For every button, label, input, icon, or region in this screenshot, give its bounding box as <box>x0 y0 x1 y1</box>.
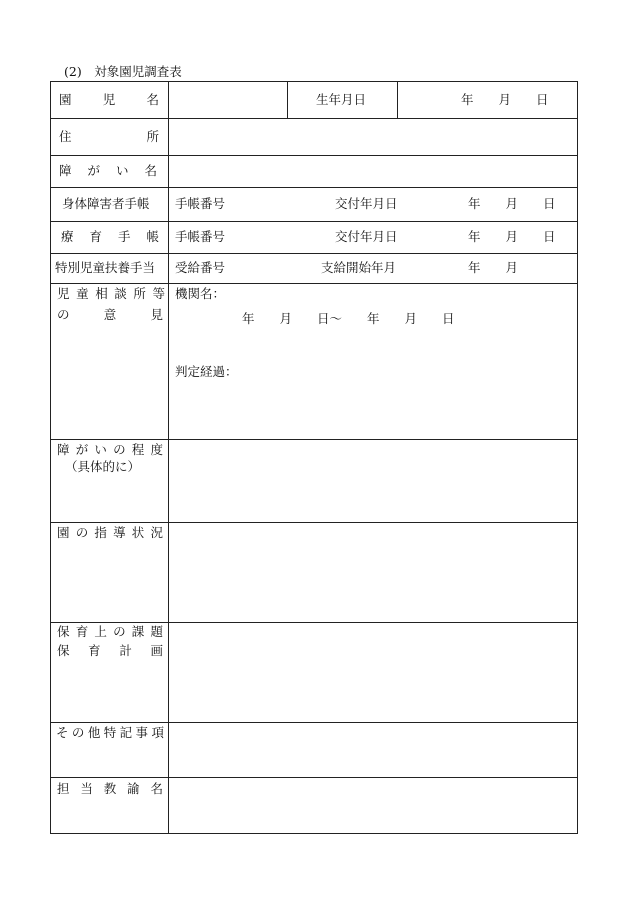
form-title: (2) 対象園児調査表 <box>64 64 182 79</box>
label-child-name: 園 児 名 <box>59 92 159 107</box>
label-degree-line1: 障 が い の 程 度 <box>57 442 163 457</box>
physical-handbook-issue-value: 年 月 日 <box>468 196 556 211</box>
rehab-handbook-number-label: 手帳番号 <box>175 229 226 244</box>
label-degree-line2: （具体的に） <box>65 459 141 474</box>
address-field[interactable] <box>168 118 577 155</box>
label-physical-handbook: 身体障害者手帳 <box>62 196 150 211</box>
rehab-handbook-issue-value: 年 月 日 <box>468 229 556 244</box>
guidance-field[interactable] <box>168 522 577 622</box>
consultation-opinion-field[interactable] <box>168 283 577 439</box>
row-divider <box>51 187 577 188</box>
child-name-field[interactable] <box>168 82 287 118</box>
birth-date-label: 生年月日 <box>316 92 367 107</box>
label-childcare-line1: 保 育 上 の 課 題 <box>57 624 163 639</box>
other-notes-field[interactable] <box>168 722 577 777</box>
row-divider <box>51 253 577 254</box>
label-teacher: 担 当 教 諭 名 <box>57 781 163 796</box>
label-guidance: 園 の 指 導 状 況 <box>57 525 163 540</box>
survey-form-table <box>50 81 578 834</box>
label-childcare-line2: 保 育 計 画 <box>57 643 163 658</box>
label-address: 住 所 <box>59 129 159 144</box>
label-consultation-line2: の 意 見 <box>57 307 163 322</box>
disability-name-field[interactable] <box>168 155 577 187</box>
rehab-handbook-issue-label: 交付年月日 <box>335 229 398 244</box>
agency-name-label: 機関名： <box>175 286 226 301</box>
allowance-number-label: 受給番号 <box>175 260 226 275</box>
teacher-name-field[interactable] <box>168 777 577 833</box>
physical-handbook-issue-label: 交付年月日 <box>335 196 398 211</box>
birth-date-value: 年 月 日 <box>461 92 549 107</box>
childcare-plan-field[interactable] <box>168 622 577 722</box>
label-consultation-line1: 児 童 相 談 所 等 <box>57 286 165 301</box>
physical-handbook-number-label: 手帳番号 <box>175 196 226 211</box>
label-special-allowance: 特別児童扶養手当 <box>55 260 156 275</box>
consultation-period: 年 月 日〜 年 月 日 <box>242 311 455 326</box>
column-divider <box>287 82 288 118</box>
allowance-start-label: 支給開始年月 <box>321 260 397 275</box>
label-disability-name: 障 が い 名 <box>59 163 157 178</box>
label-other-notes: そ の 他 特 記 事 項 <box>56 725 164 740</box>
row-divider <box>51 221 577 222</box>
label-rehab-handbook: 療 育 手 帳 <box>61 229 159 244</box>
judgment-process-label: 判定経過： <box>175 364 238 379</box>
allowance-start-value: 年 月 <box>468 260 519 275</box>
degree-field[interactable] <box>168 439 577 522</box>
